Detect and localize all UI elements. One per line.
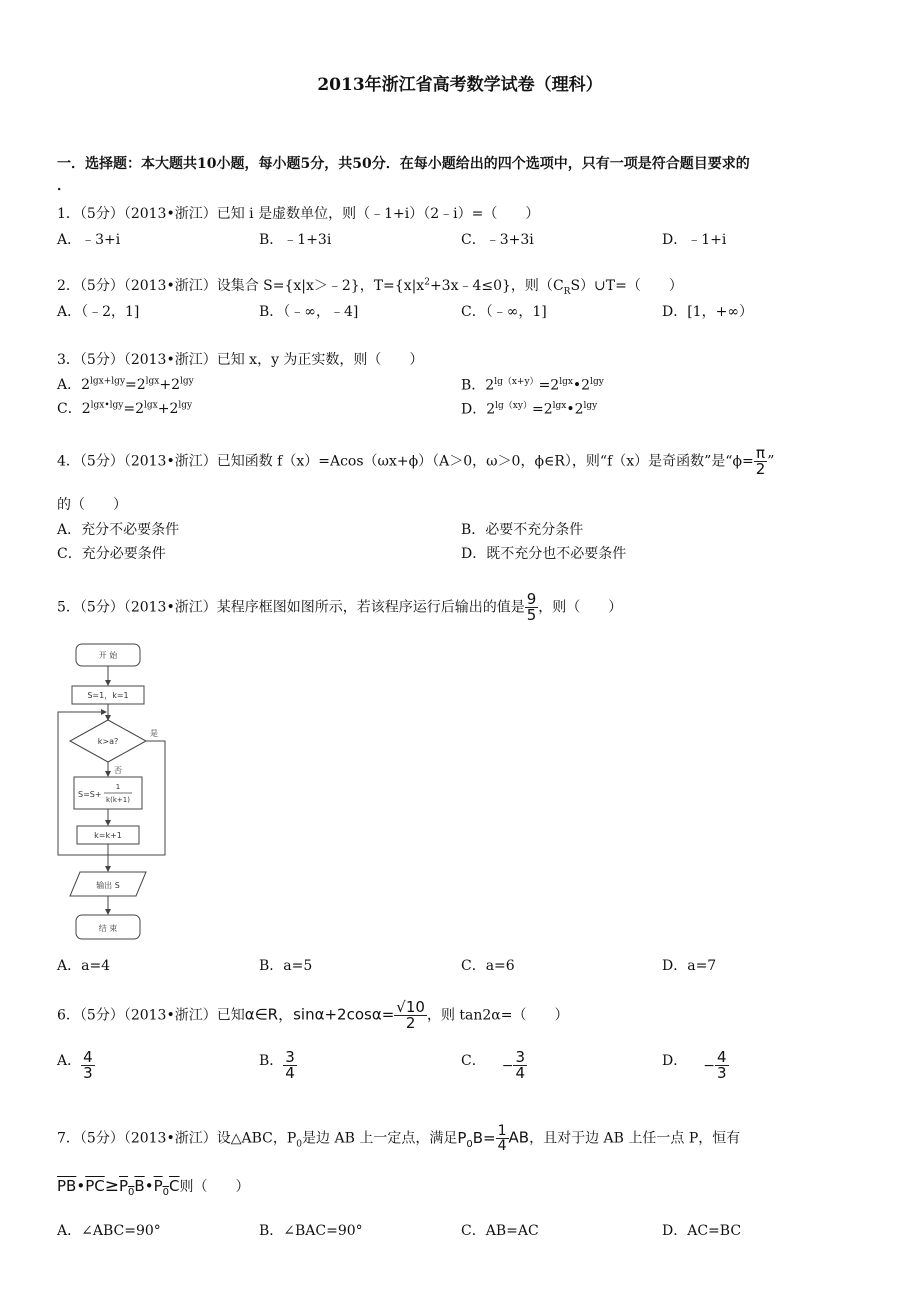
question-number: 5． — [57, 599, 80, 616]
vector-p0c: $P_0C$ — [153, 1177, 180, 1198]
question-number: 1． — [57, 206, 80, 222]
question-stem-end: ” — [767, 453, 775, 470]
p0b-expression: $P_0B=$ — [457, 1128, 496, 1150]
option-c: C．﹣3+3i — [461, 232, 534, 248]
flowchart-update-s-numerator: 1 — [115, 783, 121, 791]
option-c: C．$2^{lgx•lgy}=2^{lgx}+2^{lgy}$ — [57, 400, 193, 417]
flowchart-update-k-label: k=k+1 — [94, 831, 122, 840]
option-a: A．$2^{lgx+lgy}=2^{lgx}+2^{lgy}$ — [57, 376, 194, 393]
question-score: （5分）（2013•浙江） — [79, 599, 217, 616]
question-stem: 已知 — [216, 1007, 245, 1024]
segment-ab: AB — [508, 1128, 530, 1147]
trig-expression: sinα+2cosα= — [293, 1005, 395, 1024]
option-c: C． − $\frac{3}{4}$ — [461, 1048, 525, 1082]
question-score: （5分）（2013•浙江） — [79, 352, 217, 368]
option-b: B．$2^{lg(x+y)}=2^{lgx}•2^{lgy}$ — [461, 377, 604, 394]
option-d: D．﹣1+i — [662, 232, 727, 248]
flowchart-end-label: 结 束 — [98, 924, 118, 933]
option-b: B． $\frac{3}{4}$ — [259, 1048, 295, 1082]
question-stem: 已知函数 f（x）=Acos（ωx+ϕ）（A＞0，ω＞0，ϕ∈R），则“f（x）是奇函数”是“ϕ= — [216, 453, 754, 470]
option-d: D．$2^{lg(xy)}=2^{lgx}•2^{lgy}$ — [461, 401, 598, 418]
question-score: （5分）（2013•浙江） — [79, 453, 217, 470]
question-stem: 已知 i 是虚数单位，则（﹣1+i）（2﹣i）=（ ） — [216, 206, 540, 222]
question-1 — [57, 203, 539, 223]
vector-inequality: $\overline{PB}•\overline{PC}\ge P_0B•P_0C$则（ ） — [57, 1176, 250, 1198]
option-c: C．充分必要条件 — [57, 546, 166, 562]
question-stem-cont: +3x﹣4≤0}，则（ — [429, 278, 553, 294]
vector-pc: $\overline{PC}$ — [85, 1177, 105, 1195]
question-tail: 则（ ） — [179, 1179, 250, 1195]
question-number: 2． — [57, 278, 80, 294]
question-4 — [57, 446, 774, 477]
complement-symbol: C — [552, 278, 564, 294]
question-stem-end: ，则 tan2α=（ ） — [426, 1007, 569, 1024]
fraction-pi-over-2: $\frac{\pi}{2}$ — [755, 444, 766, 478]
option-a: A． $\frac{4}{3}$ — [57, 1048, 93, 1082]
page-title: 2013年浙江省高考数学试卷（理科） — [317, 75, 603, 95]
option-b: B．必要不充分条件 — [461, 522, 584, 538]
question-stem: 已知 x，y 为正实数，则（ ） — [216, 352, 424, 368]
option-d: D．a=7 — [662, 958, 717, 974]
question-3 — [57, 349, 423, 369]
option-a: A．∠ABC=90° — [57, 1223, 161, 1239]
question-5 — [57, 592, 622, 623]
question-score: （5分）（2013•浙江） — [79, 1130, 217, 1147]
question-score: （5分）（2013•浙江） — [79, 206, 217, 222]
question-stem: 设△ABC，P — [216, 1130, 297, 1147]
option-d: D．AC=BC — [662, 1223, 742, 1239]
option-d: D．[1，+∞） — [662, 304, 753, 320]
question-number: 6． — [57, 1007, 80, 1024]
option-b: B．∠BAC=90° — [259, 1223, 363, 1239]
question-stem-end: S）∪T=（ ） — [570, 278, 683, 294]
option-a: A．﹣3+i — [57, 232, 121, 248]
option-c: C．a=6 — [461, 958, 515, 974]
alpha-in-r: α∈R， — [244, 1005, 294, 1024]
question-score: （5分）（2013•浙江） — [79, 278, 217, 294]
vector-pb: $\overline{PB}$ — [57, 1177, 77, 1195]
question-stem-line2: 的（ ） — [57, 497, 127, 513]
option-a: A．（﹣2，1] — [57, 304, 140, 320]
question-6 — [57, 1000, 568, 1031]
question-7: 7．（5分）（2013•浙江）设△ABC，$P_0$是边 AB 上一定点，满足$P_0B=$ $\frac{1}{4}$ AB，且对于边 AB 上任一点 P，恒有 — [57, 1123, 741, 1154]
question-stem-end: ，则（ ） — [538, 599, 623, 616]
option-b: B．a=5 — [259, 958, 313, 974]
flowchart-init-label: S=1，k=1 — [87, 691, 129, 700]
question-2 — [57, 275, 683, 297]
flowchart-update-s-denominator: k(k+1) — [106, 796, 130, 804]
option-c: C．（﹣∞，1] — [461, 304, 547, 320]
question-stem-end: ，且对于边 AB 上任一点 P，恒有 — [529, 1130, 741, 1147]
option-b: B．（﹣∞，﹣4] — [259, 304, 359, 320]
section-heading: 一．选择题：本大题共10小题，每小题5分，共50分．在每小题给出的四个选项中，只有一项是符合题目要求的 — [57, 156, 750, 172]
flowchart-update-s-label: S=S+ — [78, 790, 102, 799]
question-number: 7． — [57, 1130, 80, 1147]
fraction-sqrt10-over-2: $\frac{√10}{2}$ — [396, 998, 425, 1032]
section-heading-dot: ． — [57, 178, 71, 194]
option-c: C．AB=AC — [461, 1223, 539, 1239]
exponent: 2 — [424, 277, 430, 288]
question-number: 4． — [57, 453, 80, 470]
question-number: 3． — [57, 352, 80, 368]
program-flowchart — [50, 640, 180, 946]
question-stem: 设集合 S={x|x＞﹣2}，T={x|x — [216, 278, 425, 294]
vector-p0b: $P_0B$ — [118, 1177, 145, 1198]
option-d: D． − $\frac{4}{3}$ — [662, 1048, 727, 1082]
question-stem: 某程序框图如图所示，若该程序运行后输出的值是 — [216, 599, 525, 616]
option-a: A．a=4 — [57, 958, 111, 974]
flowchart-no-label: 否 — [114, 766, 122, 775]
option-d: D．既不充分也不必要条件 — [461, 546, 627, 562]
flowchart-output-label: 输出 S — [96, 881, 120, 890]
fraction-9-over-5: $\frac{9}{5}$ — [526, 590, 537, 624]
question-score: （5分）（2013•浙江） — [79, 1007, 217, 1024]
fraction-1-over-4: $\frac{1}{4}$ — [497, 1123, 507, 1154]
option-a: A．充分不必要条件 — [57, 522, 180, 538]
flowchart-condition-label: k>a? — [97, 737, 119, 746]
flowchart-start-label: 开 始 — [98, 651, 118, 660]
option-b: B．﹣1+3i — [259, 232, 332, 248]
question-stem-cont: 是边 AB 上一定点，满足 — [302, 1130, 458, 1147]
complement-subscript: R — [563, 286, 571, 297]
flowchart-yes-label: 是 — [150, 729, 158, 738]
